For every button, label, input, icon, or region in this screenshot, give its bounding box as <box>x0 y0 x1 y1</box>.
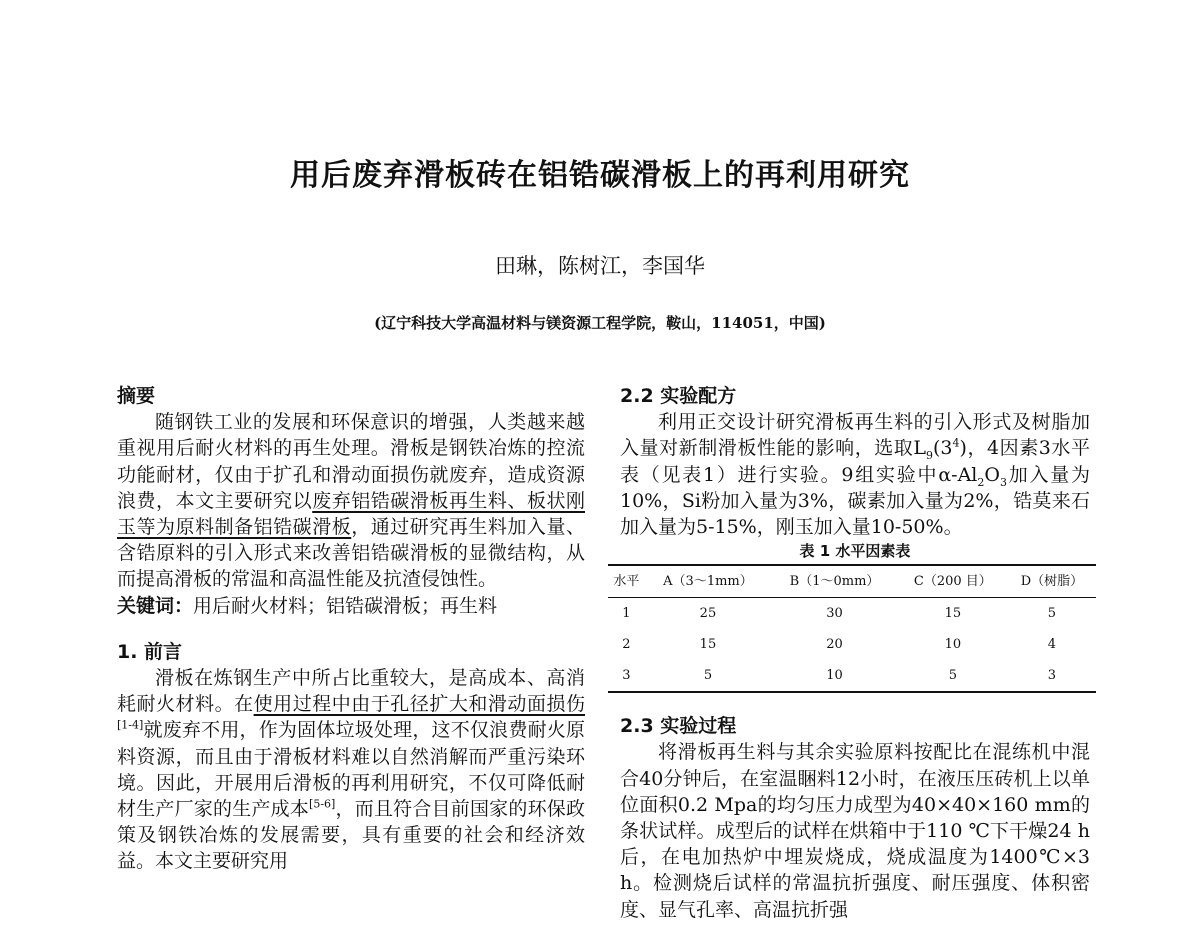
intro-text: 滑板在炼钢生产中所占比重较大，是高成本、高消耗耐火材料。在使用过程中由于孔径扩大和滑动面损伤[1-4]就废弃不用，作为固体垃圾处理，这不仅浪费耐火原料资源，而且由于滑板材料难以自然消解而严重污染环境。因此，开展用后滑板的再利用研究，不仅可降低耐材生产厂家的生产成本[5-6]，而且符合目前国家的环保政策及钢铁冶炼的发展需要，具有重要的社会和经济效益。本文主要研究用 <box>117 667 585 873</box>
intro-heading: 1. 前言 <box>117 640 183 663</box>
right-column <box>613 383 1090 923</box>
table-cell: 5 <box>1047 605 1057 621</box>
abstract-heading: 摘要 <box>117 385 156 407</box>
keywords-label: 关键词： <box>117 594 194 617</box>
left-column <box>117 383 585 875</box>
affiliation: (辽宁科技大学高温材料与镁资源工程学院，鞍山，114051，中国) <box>374 314 826 332</box>
keywords-text: 用后耐火材料；铝锆碳滑板；再生料 <box>193 594 498 617</box>
abstract-underlined-text: 废弃铝锆碳滑板再生料、板状刚玉等为原料制备铝锆碳滑板 <box>117 489 585 539</box>
table-cell: 20 <box>826 636 843 652</box>
table-cell: 3 <box>1047 667 1057 683</box>
intro-underlined-text: 使用过程中由于孔径扩大和滑动面损伤 <box>253 693 585 716</box>
table-cell: 2 <box>622 636 631 652</box>
table-header-cell: A（3～1mm） <box>663 573 753 589</box>
citation-5-6: [5-6] <box>309 797 336 811</box>
table-header-cell: C（200 目） <box>913 573 992 589</box>
table-cell: 1 <box>622 605 631 621</box>
table-cell: 10 <box>826 667 843 683</box>
table-cell: 5 <box>948 667 957 683</box>
formula-text: 利用正交设计研究滑板再生料的引入形式及树脂加入量对新制滑板性能的影响，选取$L_9(3^4)$，4因素3水平表（见表1）进行实验。9组实验中$\alpha-Al_2O_3$加入量为10%，Si粉加入量为3%，碳素加入量为2%，锆莫来石加入量为5-15%，刚玉加入量10-50%。 <box>620 411 1090 539</box>
level-factor-table <box>608 564 1096 693</box>
keywords <box>117 593 585 619</box>
process-text: 将滑板再生料与其余实验原料按配比在混练机中混合40分钟后，在室温睏料12小时，在液压压砖机上以单位面积0.2 Mpa的均匀压力成型为40×40×160 mm的条状试样。成型后的试样在烘箱中于110 ℃下干燥24 h后，在电加热炉中埋炭烧成，烧成温度为1400℃×3 h。检测烧后试样的常温抗折强度、耐压强度、体积密度、显气孔率、高温抗折强 <box>620 741 1090 921</box>
table-header-row <box>608 565 1096 598</box>
table-row <box>608 598 1096 630</box>
table-header-cell: B（1～0mm） <box>789 573 880 589</box>
table-row <box>608 660 1096 692</box>
table-cell: 5 <box>703 667 713 683</box>
abstract-text: 随钢铁工业的发展和环保意识的增强，人类越来越重视用后耐火材料的再生处理。滑板是钢铁冶炼的控流功能耐材，仅由于扩孔和滑动面损伤就废弃，造成资源浪费，本文主要研究以废弃铝锆碳滑板再生料、板状刚玉等为原料制备铝锆碳滑板，通过研究再生料加入量、含锆原料的引入形式来改善铝锆碳滑板的显微结构，从而提高滑板的常温和高温性能及抗渣侵蚀性。 <box>117 411 585 591</box>
table-cell: 10 <box>944 636 962 652</box>
citation-1-4: [1-4] <box>117 719 144 733</box>
table-cell: 15 <box>699 636 717 652</box>
table-cell: 25 <box>699 605 717 621</box>
table-header-cell: 水平 <box>613 573 640 589</box>
paper-title: 用后废弃滑板砖在铝锆碳滑板上的再利用研究 <box>290 158 910 193</box>
table-header-cell: D（树脂） <box>1020 573 1084 589</box>
authors: 田琳，陈树江，李国华 <box>495 254 705 278</box>
table-row <box>608 629 1096 660</box>
table-cell: 30 <box>826 605 843 621</box>
formula-heading: 2.2 实验配方 <box>620 385 737 407</box>
process-heading: 2.3 实验过程 <box>620 715 737 738</box>
table-cell: 15 <box>944 605 962 621</box>
table-cell: 3 <box>622 667 631 683</box>
table-cell: 4 <box>1047 636 1057 652</box>
table-caption: 表 1 水平因素表 <box>799 542 911 561</box>
